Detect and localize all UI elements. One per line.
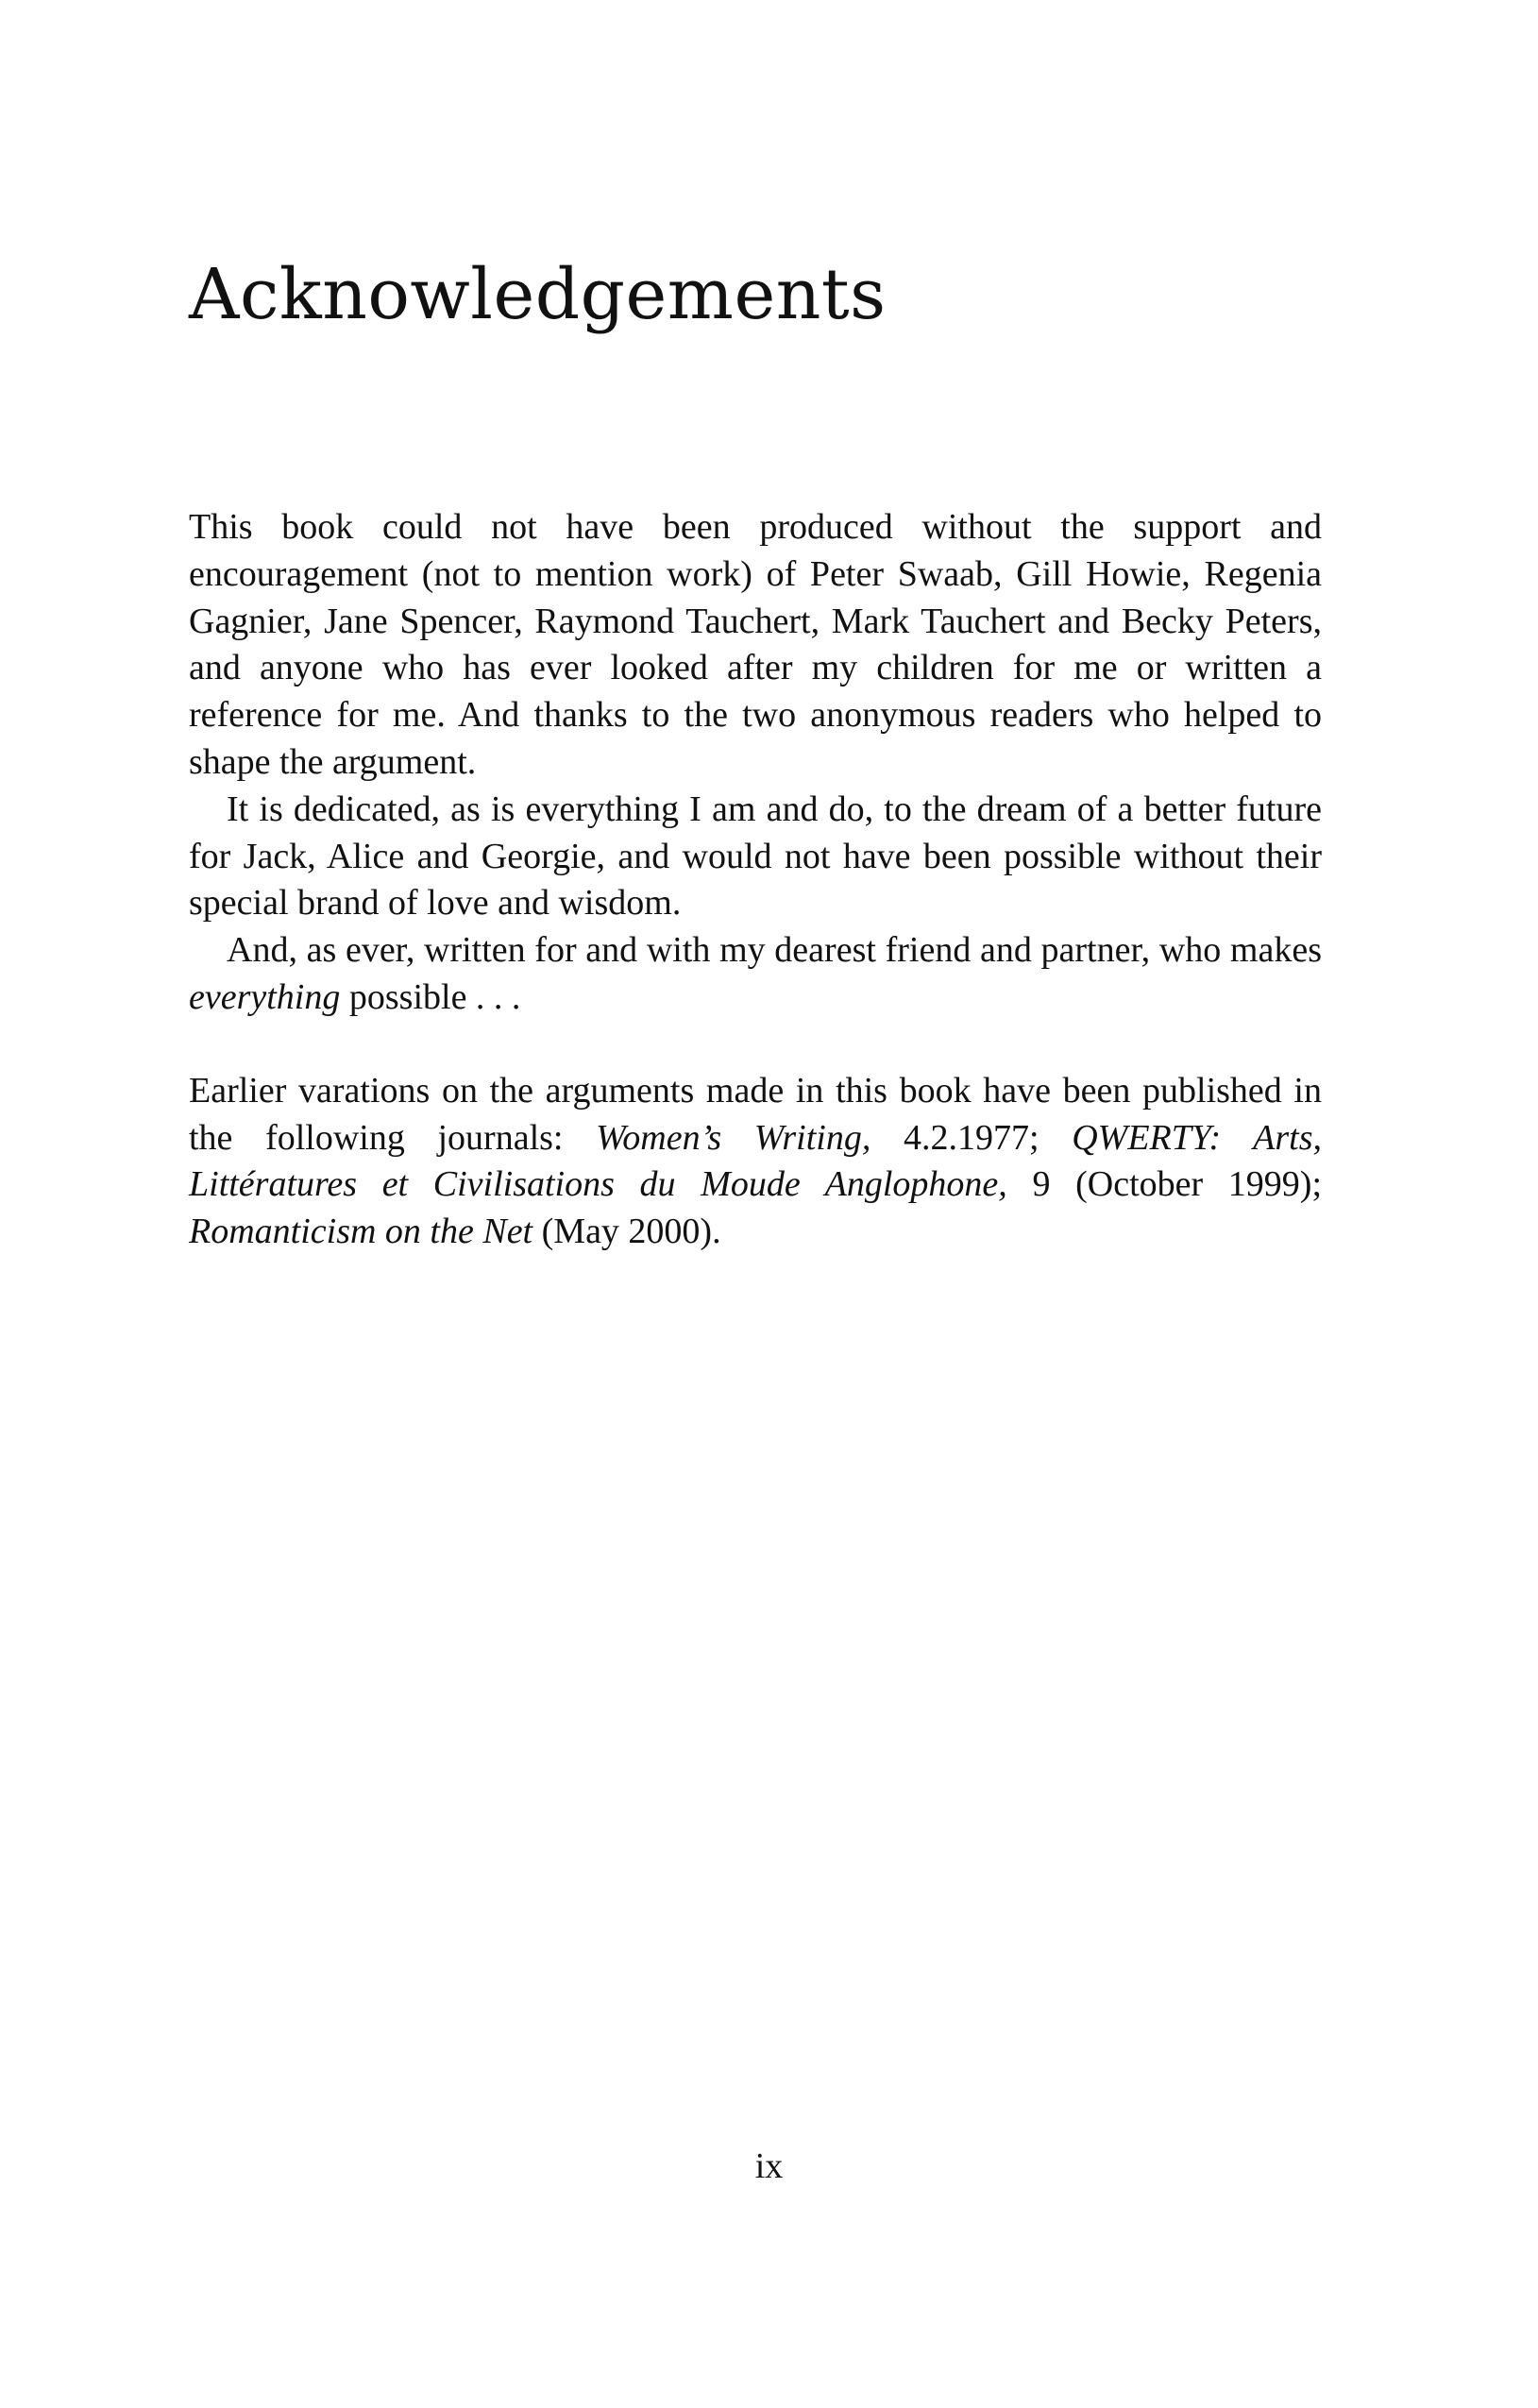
journal-issue: 9 (October 1999); [1006, 1164, 1322, 1205]
paragraph-partner [189, 927, 1322, 1022]
journal-title: QWERTY: Arts, Littératures et Civilisations du Moude Anglophone, [189, 1117, 1323, 1205]
paragraph-dedication: It is dedicated, as is everything I am and do, to the dream of a better future for Jack, Alice and Georgie, and would not have been possible without their special brand of love and wisdom. [189, 789, 1322, 924]
journal-issue: 4.2.1977; [870, 1117, 1073, 1158]
journal-issue: (May 2000). [532, 1212, 721, 1252]
paragraph-thanks: This book could not have been produced without the support and encouragement (not to mention work) of Peter Swaab, Gill Howie, Regenia Gagnier, Jane Spencer, Raymond Tauchert, Mark Tauchert and Becky Peters, and anyone who has ever looked after my children for me or written a reference for me. And thanks to the two anonymous readers who helped to shape the argument. [189, 507, 1322, 782]
paragraph-partner-text: And, as ever, written for and with my dearest friend and partner, who makes [227, 930, 1322, 971]
paragraph-earlier-publications [189, 1068, 1322, 1256]
page-title: Acknowledgements [189, 254, 887, 335]
paragraph-partner-emphasis: everything [189, 976, 341, 1017]
acknowledgements-body [189, 504, 1322, 1256]
publications-intro: Earlier varations on the arguments made in this book have been published in the following journals: [189, 1070, 1322, 1158]
journal-title: Women’s Writing, [596, 1117, 871, 1158]
page-number: ix [754, 2146, 784, 2186]
journal-title: Romanticism on the Net [189, 1212, 533, 1252]
paragraph-partner-ending: possible . . . [340, 976, 521, 1017]
